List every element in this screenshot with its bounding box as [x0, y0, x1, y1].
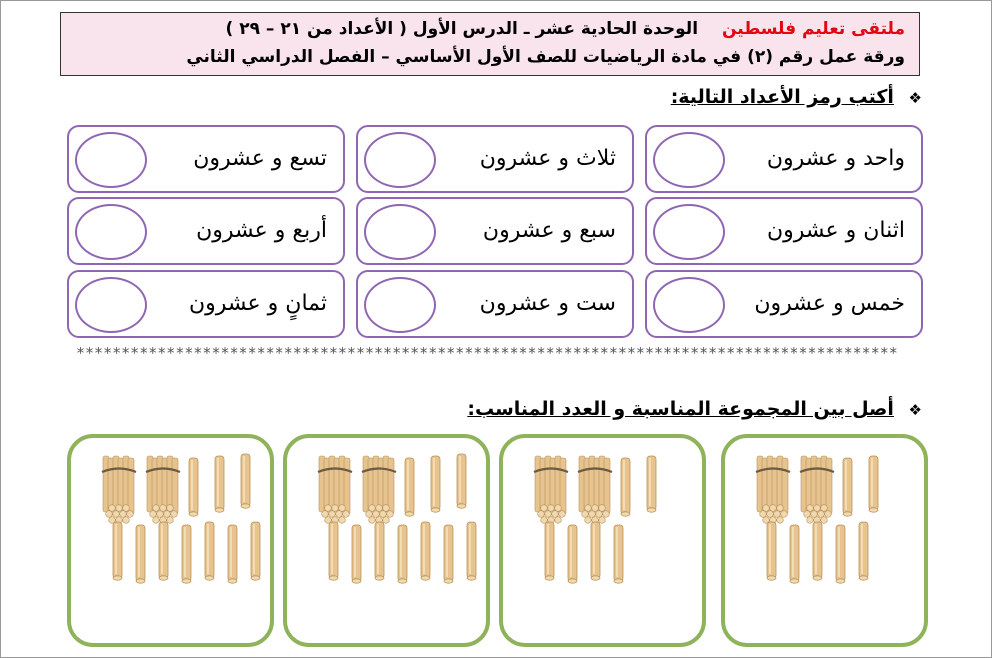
single-stick [621, 458, 630, 516]
number-word-label: اثنان و عشرون [766, 218, 905, 243]
number-word-label: خمس و عشرون [754, 291, 905, 316]
ten-stick-bundle [578, 456, 612, 523]
single-stick [398, 525, 407, 583]
answer-oval[interactable] [75, 277, 147, 333]
number-word-label: تسع و عشرون [193, 146, 327, 171]
unit-title: الوحدة الحادية عشر ـ الدرس الأول ( الأعداد من ٢١ – ٢٩ ) [225, 19, 699, 39]
stick-group-box[interactable] [283, 434, 490, 647]
stick-group-box[interactable] [499, 434, 706, 647]
stick-group-drawing [725, 438, 924, 643]
stick-group-box[interactable] [721, 434, 928, 647]
number-word-cell [645, 125, 923, 193]
single-stick [647, 456, 656, 512]
single-stick [614, 525, 623, 583]
star-separator: ******************************************************************************************* [76, 344, 898, 362]
single-stick [790, 525, 799, 583]
answer-oval[interactable] [75, 204, 147, 260]
stick-group-drawing [503, 438, 702, 643]
ten-stick-bundle [756, 456, 790, 523]
number-word-label: واحد و عشرون [766, 146, 905, 171]
number-word-cell [645, 270, 923, 338]
answer-oval[interactable] [653, 204, 725, 260]
ten-stick-bundle [534, 456, 568, 523]
single-stick [767, 522, 776, 580]
number-word-label: سبع و عشرون [482, 218, 616, 243]
diamond-bullet-icon: ❖ [908, 89, 922, 107]
number-word-cell [67, 125, 345, 193]
number-word-cell [67, 197, 345, 265]
number-word-cell [67, 270, 345, 338]
worksheet-title: ورقة عمل رقم (٢) في مادة الرياضيات للصف الأول الأساسي – الفصل الدراسي الثاني [186, 47, 905, 67]
number-word-cell [645, 197, 923, 265]
ten-stick-bundle [102, 456, 136, 523]
answer-oval[interactable] [75, 132, 147, 188]
single-stick [859, 522, 868, 580]
ten-stick-bundle [800, 456, 834, 523]
single-stick [431, 456, 440, 512]
single-stick [136, 525, 145, 583]
ten-stick-bundle [146, 456, 180, 523]
header-line-1 [75, 15, 905, 43]
answer-oval[interactable] [364, 277, 436, 333]
single-stick [241, 454, 250, 508]
single-stick [467, 522, 476, 580]
answer-oval[interactable] [653, 277, 725, 333]
single-stick [405, 458, 414, 516]
single-stick [352, 525, 361, 583]
instruction-match-groups [467, 398, 922, 420]
single-stick [159, 522, 168, 580]
instruction-write-numbers [671, 86, 922, 108]
single-stick [568, 525, 577, 583]
single-stick [228, 525, 237, 583]
single-stick [215, 456, 224, 512]
single-stick [444, 525, 453, 583]
stick-group-drawing [71, 438, 270, 643]
number-word-cell [356, 125, 634, 193]
single-stick [375, 522, 384, 580]
single-stick [591, 522, 600, 580]
answer-oval[interactable] [364, 204, 436, 260]
number-word-label: ثمانٍ و عشرون [189, 291, 327, 316]
number-word-cell [356, 270, 634, 338]
single-stick [205, 522, 214, 580]
single-stick [113, 522, 122, 580]
single-stick [251, 522, 260, 580]
site-name: ملتقى تعليم فلسطين [721, 19, 905, 39]
single-stick [545, 522, 554, 580]
single-stick [836, 525, 845, 583]
number-word-label: ست و عشرون [479, 291, 616, 316]
answer-oval[interactable] [364, 132, 436, 188]
single-stick [457, 454, 466, 508]
number-word-label: ثلاث و عشرون [479, 146, 616, 171]
single-stick [189, 458, 198, 516]
ten-stick-bundle [362, 456, 396, 523]
single-stick [843, 458, 852, 516]
single-stick [869, 456, 878, 512]
answer-oval[interactable] [653, 132, 725, 188]
diamond-bullet-icon: ❖ [908, 401, 922, 419]
instruction-text: أصل بين المجموعة المناسبة و العدد المناسب: [467, 398, 894, 420]
ten-stick-bundle [318, 456, 352, 523]
worksheet-header [60, 12, 920, 76]
single-stick [329, 522, 338, 580]
instruction-text: أكتب رمز الأعداد التالية: [670, 86, 894, 108]
number-word-label: أربع و عشرون [196, 218, 327, 243]
stick-group-drawing [287, 438, 486, 643]
stick-group-box[interactable] [67, 434, 274, 647]
number-word-cell [356, 197, 634, 265]
single-stick [421, 522, 430, 580]
single-stick [813, 522, 822, 580]
single-stick [182, 525, 191, 583]
